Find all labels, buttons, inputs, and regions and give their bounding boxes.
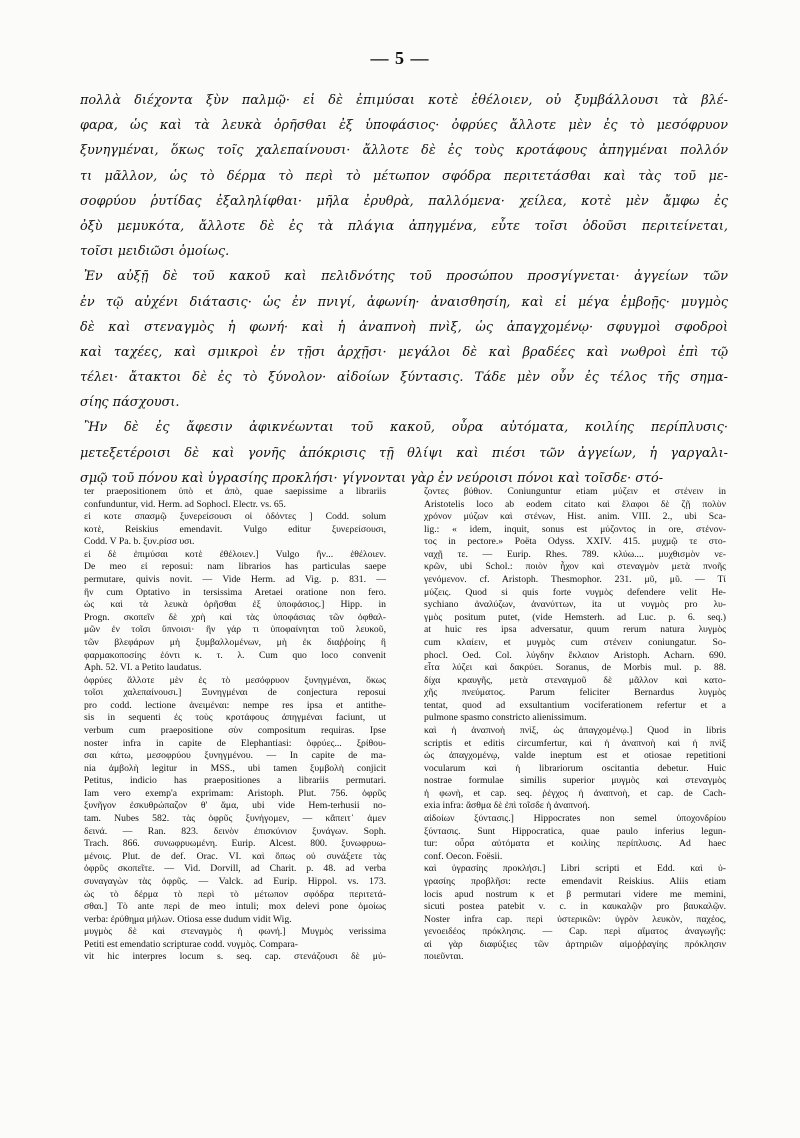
footnote-line: ξυνῆγον ἐσκυθρώπαζον θ' ἅμα, ubi vide Hem-terhusii no- xyxy=(84,800,386,812)
footnote-line: ναχῇ τε. — Eurip. Rhes. 789. κλύω.... μυχθισμὸν νε- xyxy=(424,548,726,560)
footnotes-right-column xyxy=(424,486,726,964)
footnote-line: εἰ δὲ ἐπιμύσαι κοτὲ ἐθέλοιεν.] Vulgo ἢν... ἐθέλοιεν. xyxy=(84,548,386,560)
text-line: τέλει· ἄτακτοι δὲ ἐς τὸ ξύνολον· αἰδοίων ξύντασις. Τάδε μὲν οὖν ἐς τέλος τῆς σημα- xyxy=(80,370,728,386)
footnote-line: Petiti est emendatio scripturae codd. νυγμὸς. Compara- xyxy=(84,938,299,950)
footnote-line: exia infra: ἄσθμα δὲ ἐπὶ τοῖσδε ἡ ἀναπνοή. xyxy=(424,800,590,812)
footnote-line: ἡ φωνὴ, et cap. seq. ῥέγχος ἡ ἀναπνοὴ, et cap. de Cach- xyxy=(424,787,726,799)
footnote-line: κοτὲ, Reiskius emendavit. Vulgo editur ξυνερείσουσι, xyxy=(84,523,386,535)
text-line: Ἢν δὲ ἐς ἄφεσιν ἀφικνέωνται τοῦ κακοῦ, οὖρα αὐτόματα, κοιλίης περίπλυσις· xyxy=(84,420,728,436)
footnote-line: ὡς τὸ δέρμα τὸ περὶ τὸ μέτωπον σφόδρα περιτετά- xyxy=(84,888,386,900)
footnote-line: συναγαγὼν τὰς ὀφρῦς. — Valck. ad Eurip. Hippol. vs. 173. xyxy=(84,875,386,887)
text-line: τι μᾶλλον, ὡς τὸ δέρμα τὸ περὶ τὸ μέτωπον σφόδρα περιτετάσθαι καὶ τὰς τοῦ με- xyxy=(80,168,728,184)
footnote-line: φαρμακοποσίης ἐόντι κ. τ. λ. Cum quo loco convenit xyxy=(84,649,386,661)
footnote-line: cum κλαίειν, et μυγμὸς cum στένειν coniungatur. So- xyxy=(424,636,726,648)
text-line: φαρα, ὡς καὶ τὰ λευκὰ ὁρῆσθαι ἐξ ὑποφάσιος· ὀφρύες ἄλλοτε μὲν ἐς τὸ μεσόφρυον xyxy=(80,118,728,134)
footnote-line: tur: οὖρα αὐτόματα et κοιλίης περίπλυσις. Ad haec xyxy=(424,838,726,850)
footnote-line: ξύντασις. Sunt Hippocratica, quae paulo inferius legun- xyxy=(424,825,726,837)
footnote-line: τοῖσι χαλεπαίνουσι.] Ξυνηγμέναι de conjectura reposui xyxy=(84,687,386,699)
footnote-line: De meo εἰ reposui: nam librarios has particulas saepe xyxy=(84,561,386,573)
text-line: πολλὰ διέχοντα ξὺν παλμῷ· εἰ δὲ ἐπιμύσαι κοτὲ ἐθέλοιεν, οὐ ξυμβάλλουσι τὰ βλέ- xyxy=(80,93,728,108)
footnote-line: ὡς ἀπαγχομένῳ, valde ineptum est et otiosae repetitioni xyxy=(424,750,726,762)
footnote-line: pulmone spasmo constricto alienissimum. xyxy=(424,712,587,724)
footnote-line: δεινά. — Ran. 823. δεινὸν ἐπισκύνιον ξυνάγων. Soph. xyxy=(84,825,386,837)
text-line: καὶ ταχέες, καὶ σμικροὶ ἐν τῇσι ἀρχῇσι· μεγάλοι δὲ καὶ βραδέες καὶ νωθροὶ ἐπὶ τῷ xyxy=(80,344,728,360)
footnote-line: τῶν βλεφάρων μὴ ξυμβαλλομένων, μὴ ἐκ διαῤῥοίης ἢ xyxy=(84,636,386,648)
footnote-line: vit hic interpres locum s. seq. cap. στενάζουσι δὲ μύ- xyxy=(84,951,386,963)
footnote-line: μῶν ἐν τοῖσι ὕπνοισι· ἢν γάρ τι ὑποφαίνηται τοῦ λευκοῦ, xyxy=(84,624,386,636)
footnote-line: Codd. V Pa. b. ξυν.ρίσσ υσι. xyxy=(84,536,195,548)
footnote-line: Iam vero exemp'a exprimam: Aristoph. Plut. 756. ὀφρῦς xyxy=(84,787,386,799)
footnote-line: sychiano ἀναλύζων, ἀνανύττων, ita ut νυγμὸς pro λυ- xyxy=(424,599,726,611)
footnote-line: at huic res ipsa adversatur, quum rerum natura λυγμὸς xyxy=(424,624,726,636)
footnote-line: Noster infra cap. περὶ ὑστερικῶν: ὑγρὸν λευκὸν, παχέος, xyxy=(424,913,726,925)
footnote-line: εἰ κοτε σπασμῷ ξυνερείσουσι οἱ ὀδόντες ] Codd. solum xyxy=(84,511,386,523)
footnote-line: τος in pectore.» Poëta Odyss. XXIV. 415. μυχμῷ τε στο- xyxy=(424,536,726,548)
footnote-line: ποιεῦνται. xyxy=(424,951,464,963)
footnote-line: Petitus, indicio has praepositiones a librariis permutari. xyxy=(84,775,386,787)
footnote-line: ter praepositionem ὑπὸ et ἀπὸ, quae saepissime a librariis xyxy=(84,486,386,497)
footnote-line: noster infra in capite de Elephantiasi: ὀφρύες... ξρίθου- xyxy=(84,737,386,749)
footnote-line: tentat, quod ad exsultantium vociferationem refertur et a xyxy=(424,699,726,711)
footnote-line: pro codd. lectione ἀνειμέναι: nempe res ipsa et antithe- xyxy=(84,699,386,711)
footnote-line: vocularum καὶ ἡ librariorum oscitantia debetur. Huic xyxy=(424,762,726,774)
footnote-line: locis apud nostrum κ et β permutari videre me memini, xyxy=(424,888,726,900)
footnote-line: scriptis et editis circumfertur, καὶ ἡ ἀναπνοὴ καὶ ἡ πνὶξ xyxy=(424,737,726,749)
footnote-line: Trach. 866. συνωφρυωμένη. Eurip. Alcest. 800. ξυνωφρυω- xyxy=(84,838,386,850)
footnote-line: confunduntur, vid. Herm. ad Sophocl. Electr. vs. 65. xyxy=(84,498,286,510)
text-line: ὀξὺ μεμυκότα, ἄλλοτε δὲ ἐς τὰ πλάγια ἀπηγμένα, εὖτε τοῖσι ὀδοῦσι περιτείνεται, xyxy=(80,218,728,234)
footnote-line: σθαι.] Τὸ ante περὶ de meo intuli; mox delevi pone ὁμοίως xyxy=(84,901,386,913)
footnote-line: Aph. 52. VI. a Petito laudatus. xyxy=(84,662,202,674)
footnote-line: γενοειδέος πρόκλησις. — Cap. περὶ αἵματος ἀναγωγῆς: xyxy=(424,926,726,938)
text-line: τοῖσι μειδιῶσι ὁμοίως. xyxy=(80,244,230,260)
page-number: — 5 — xyxy=(370,48,430,68)
footnote-line: lig.: « idem, inquit, sonus est μύζοντος in ore, στένον- xyxy=(424,523,726,535)
footnote-line: sicuti postea patebit v. c. in καυκαλῷν pro βαυκαλῷν. xyxy=(424,901,726,913)
footnote-line: μύζεις. Quod si quis forte νυγμὸς defendere velit He- xyxy=(424,586,726,598)
footnote-line: μένοις. Plut. de def. Orac. VI. καὶ ὅπως οὐ συνάξετε τὰς xyxy=(84,850,386,862)
footnote-line: verbum cum praepositione σὺν compositum requiras. Ipse xyxy=(84,724,386,736)
text-line: ἐν τῷ αὐχένι διάτασις· ὡς ἐν πνιγί, ἀφωνίη· ἀναισθησίη, καὶ εἰ μέγα ἐμβοῇς· μυγμὸς xyxy=(80,294,728,310)
footnote-line: phocl. Oed. Col. λύγδην ἔκλαιον Aristoph. Acharn. 690. xyxy=(424,649,726,661)
text-line: μετεξετέροισι δὲ καὶ γονῆς ἀπόκρισις τῇ θλίψι καὶ πιέσι τῶν ἀγγείων, ἡ γαργαλι- xyxy=(80,445,728,461)
footnote-line: εἶτα λύζει καὶ δακρύει. Soranus, de Morbis mul. p. 88. xyxy=(424,662,726,674)
text-line: ξυνηγμέναι, ὅκως τοῖς χαλεπαίνουσι· ἄλλοτε δὲ ἐς τοὺς κροτάφους ἀπηγμέναι πολλόν xyxy=(80,143,728,159)
footnote-line: sis in sequenti ἐς τοὺς κροτάφους ἀπηγμέναι faciunt, ut xyxy=(84,712,386,724)
footnote-line: tam. Nubes 582. τὰς ὀφρῦς ξυνήγομεν, — κἄπειτ᾽ ἀμεν xyxy=(84,813,386,825)
footnote-line: κρῶν, ubi Schol.: ποιὸν ἦχον καὶ στεναγμὸν μετὰ πνοῆς xyxy=(424,561,726,573)
footnote-line: permutare, quivis novit. — Vide Herm. ad Vig. p. 831. — xyxy=(84,574,386,586)
footnote-line: ἢν cum Optativo in tersissima Aretaei oratione non fero. xyxy=(84,586,386,598)
main-greek-text xyxy=(80,88,728,491)
footnote-line: σαι κάτω, μεσοφρύου ξυνηγμένου. — In capite de ma- xyxy=(84,750,386,762)
footnote-line: verba: ἐρύθημα μήλων. Otiosa esse dudum vidit Wig. xyxy=(84,913,292,925)
footnote-line: γενόμενον. cf. Aristoph. Thesmophor. 231. μῦ, μῦ. — Τί xyxy=(424,574,726,586)
footnote-line: γρασίης προβλῆσι: recte emendavit Reiskius. Aliis etiam xyxy=(424,875,726,887)
footnote-line: χῆς πνεύματος. Parum feliciter Bernardus λυγμὸς xyxy=(424,687,726,699)
text-line: σοφρύου ῥυτίδας ἐξαληλίφθαι· μῆλα ἐρυθρὰ, παλλόμενα· χείλεα, κοτὲ μὲν ἄμφω ἐς xyxy=(80,193,728,209)
footnote-line: Progn. σκοπεῖν δὲ χρὴ καὶ τὰς ὑποφάσιας τῶν ὀφθαλ- xyxy=(84,611,386,623)
footnote-line: αἰδοίων ξύντασις.] Hippocrates non semel ὑποχονδρίου xyxy=(424,813,726,825)
footnote-line: δίχα κραυγῆς, μετὰ στεναγμοῦ δὲ μᾶλλον καὶ κατο- xyxy=(424,674,726,686)
footnote-line: ζοντες βύθιον. Coniunguntur etiam μύζειν et στένειν in xyxy=(424,486,726,497)
text-line: σμῷ τοῦ πόνου καὶ ὑγρασίης προκλήσι· γίγνονται γὰρ ἐν νεύροισι πόνοι καὶ τοῖσδε· στό- xyxy=(80,470,664,486)
footnote-line: αἱ γὰρ διαφύξιες τῶν ἀρτηριῶν αἱμοῤῥαγίης πρόκλησιν xyxy=(424,938,726,950)
footnote-line: Aristotelis loco ab eodem citato καὶ ἔλαφοι δὲ ζῇ πολὺν xyxy=(424,498,726,510)
footnote-line: γμὸς positum putet, (vide Hemsterh. ad Luc. p. 6. seq.) xyxy=(424,611,726,623)
text-line: σίης πάσχουσι. xyxy=(80,395,180,411)
text-line: δὲ καὶ στεναγμὸς ἡ φωνή· καὶ ἡ ἀναπνοὴ πνὶξ, ὡς ἀπαγχομένῳ· σφυγμοὶ σφοδροὶ xyxy=(80,319,728,335)
footnote-line: καὶ ἡ ἀναπνοὴ πνὶξ, ὡς ἀπαγχομένῳ.] Quod in libris xyxy=(424,724,726,736)
footnote-line: ὀφρῦς σκοπεῖτε. — Vid. Dorvill, ad Charit. p. 48. ad verba xyxy=(84,863,386,875)
footnote-line: χρόνον μύζων καὶ στένων, Hist. anim. VIII. 2., ubi Sca- xyxy=(424,511,726,523)
footnote-line: ὡς καὶ τὰ λευκὰ ὁρῆσθαι ἐξ ὑποφάσιος.] Hipp. in xyxy=(84,599,386,611)
text-line: Ἐν αὐξῇ δὲ τοῦ κακοῦ καὶ πελιδνότης τοῦ προσώπου προσγίγνεται· ἀγγείων τῶν xyxy=(84,269,728,285)
footnote-line: conf. Oecon. Foësii. xyxy=(424,850,503,862)
footnote-line: ὀφρύες ἄλλοτε μὲν ἐς τὸ μεσόφρυον ξυνηγμέναι, ὅκως xyxy=(84,674,386,686)
footnotes-left-column xyxy=(84,486,386,964)
footnote-line: μυγμὸς δὲ καὶ στεναγμὸς ἡ φωνή.] Μυγμὸς verissima xyxy=(84,926,386,938)
footnote-line: nia ἀμβολὴ legitur in MSS., ubi tamen ξυμβολὴ conjicit xyxy=(84,762,386,774)
footnote-line: καὶ ὑγρασίης προκλήσι.] Libri scripti et Edd. καὶ ὑ- xyxy=(424,863,726,875)
footnote-line: nostrae formulae similis superior μυγμὸς καὶ στεναγμὸς xyxy=(424,775,726,787)
